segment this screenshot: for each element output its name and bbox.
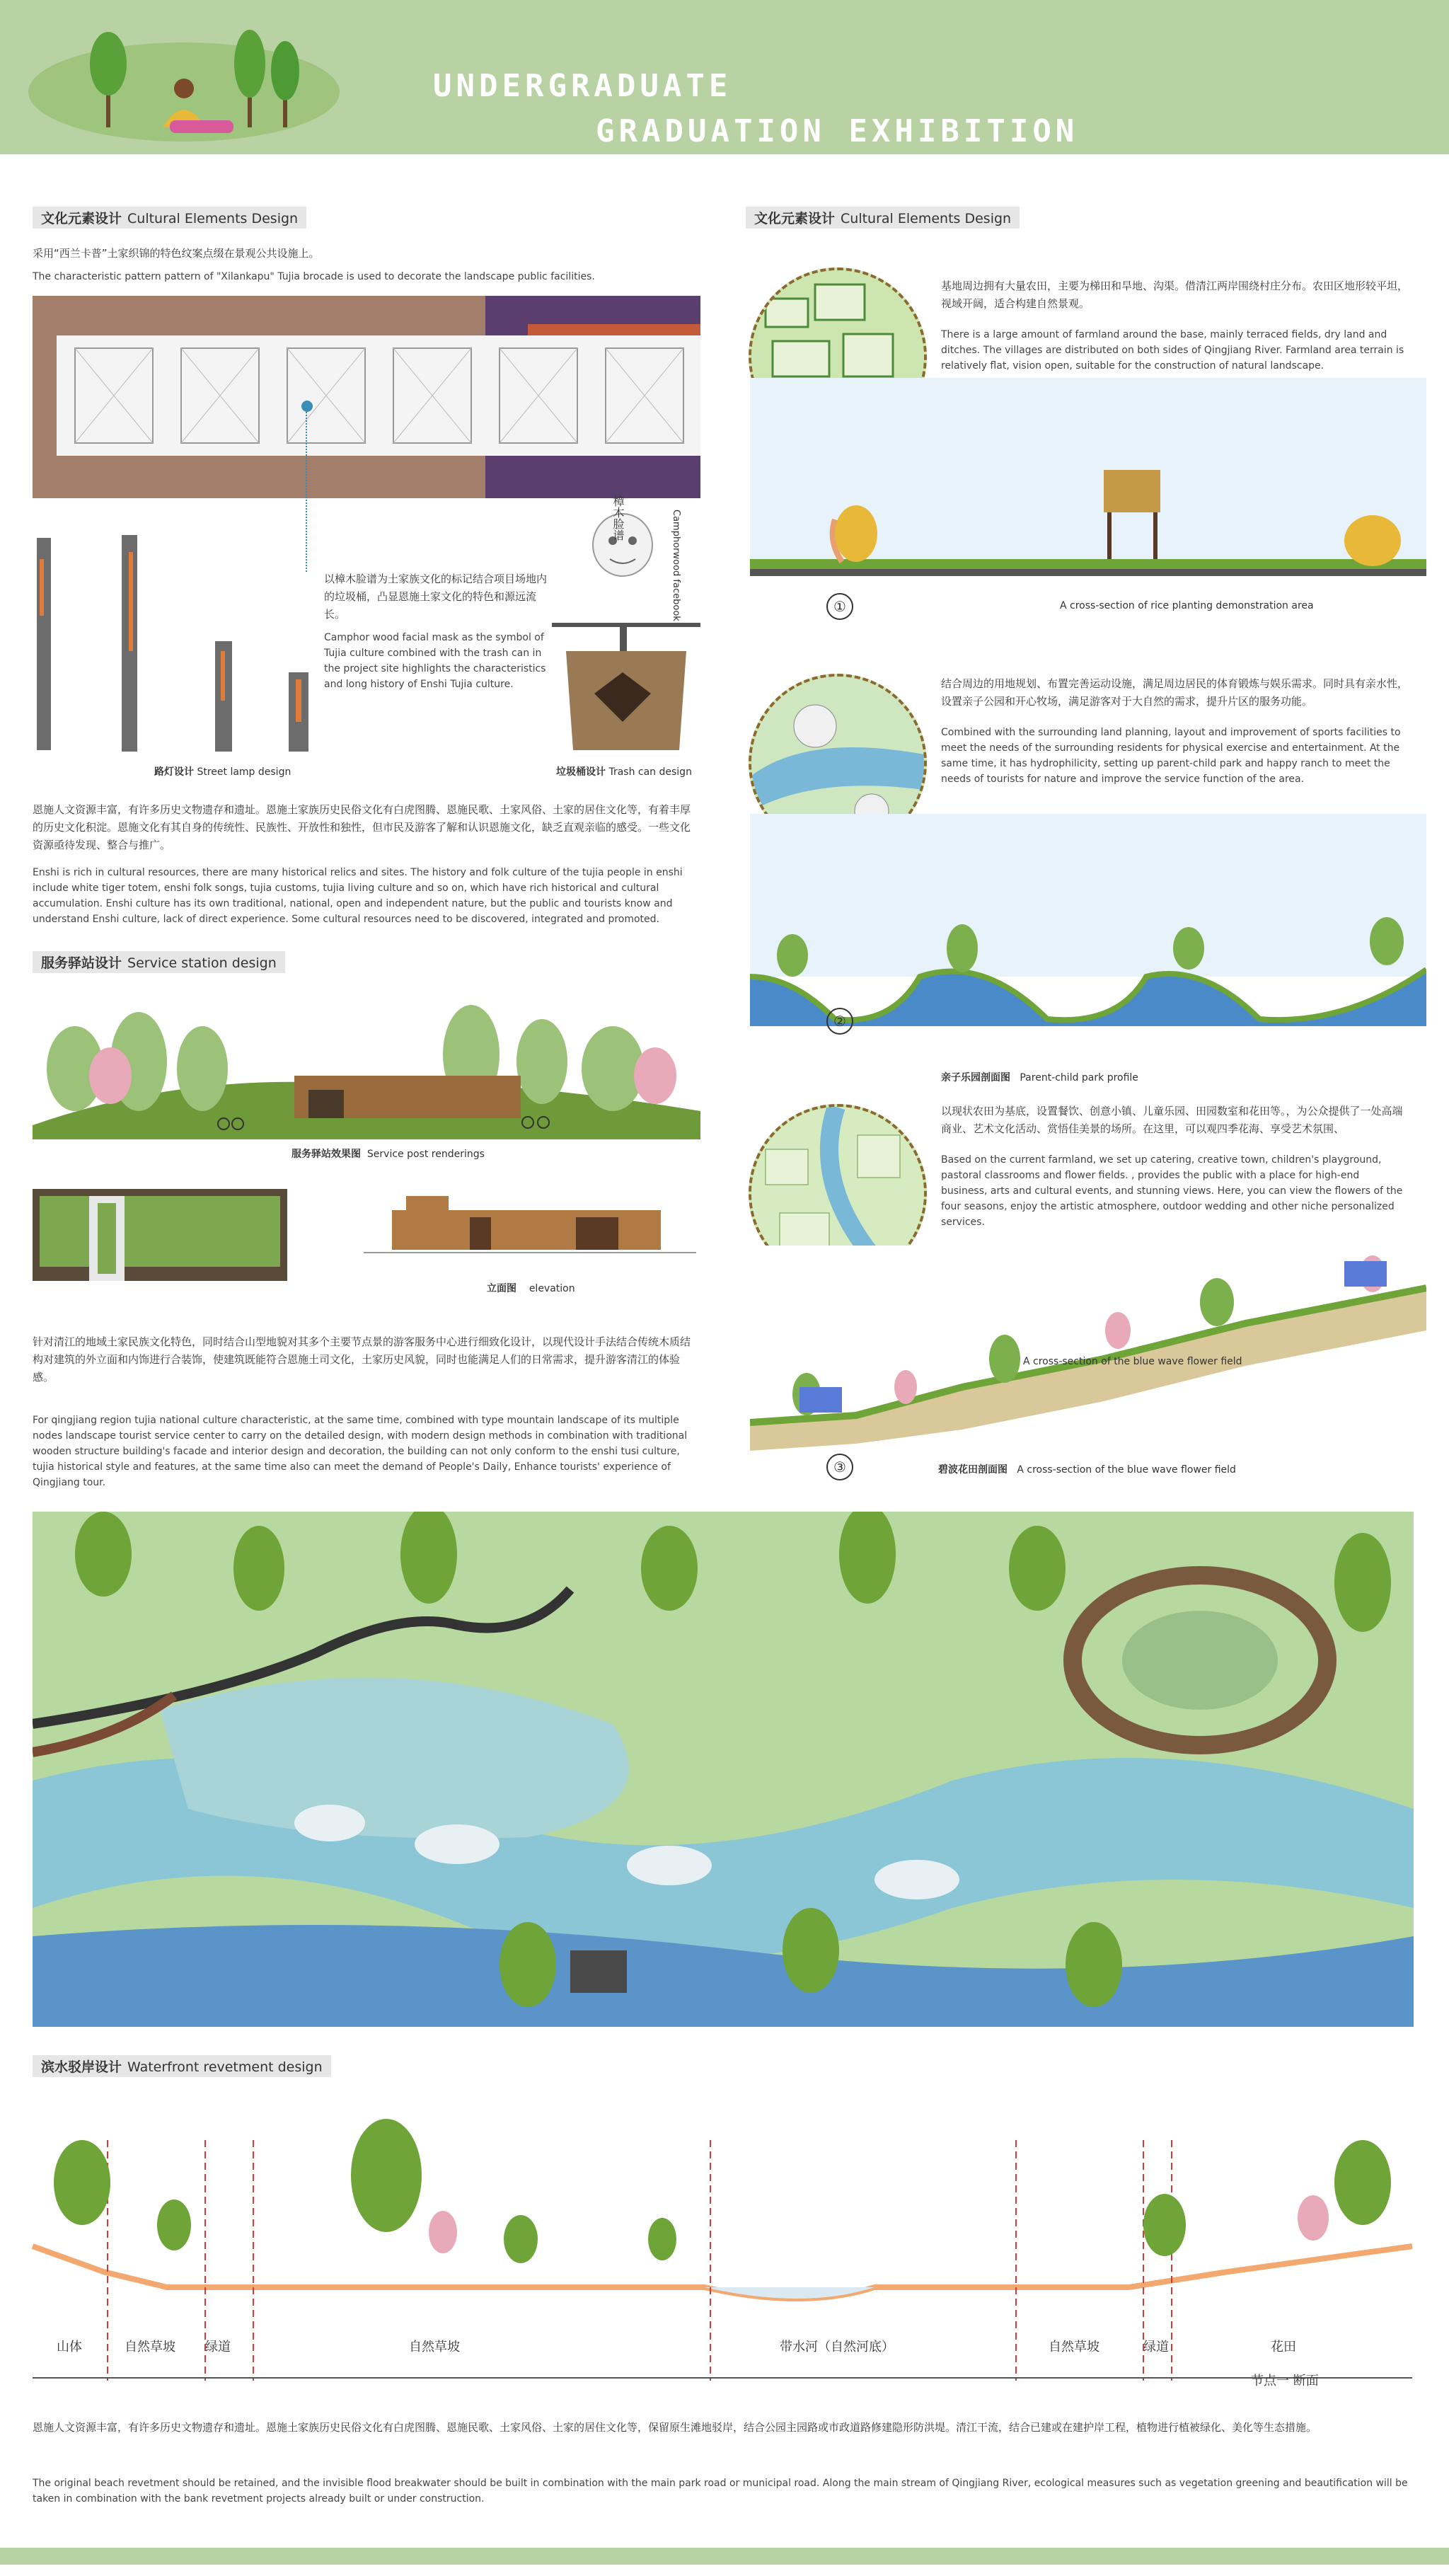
section2-number: ② bbox=[826, 1008, 853, 1035]
wf-label-grass-slope-2: 自然草坡 bbox=[409, 2340, 460, 2354]
mask-label-en: Camphorwood facebook bbox=[671, 510, 681, 621]
title-line-2: GRADUATION EXHIBITION bbox=[596, 113, 1079, 149]
wf-section-label: 节点一 断面 bbox=[1251, 2374, 1319, 2388]
service-plan bbox=[33, 1189, 287, 1288]
section2-caption: 亲子乐园剖面图 Parent-child park profile bbox=[941, 1072, 1138, 1083]
street-lamp-illustrations bbox=[33, 531, 344, 757]
wf-label-river: 带水河（自然河底） bbox=[780, 2340, 894, 2354]
title-line-1: UNDERGRADUATE bbox=[433, 68, 732, 104]
street-lamp-caption: 路灯设计 Street lamp design bbox=[154, 766, 291, 778]
footer-bar bbox=[0, 2548, 1449, 2565]
cultural-left-intro-cn: 采用“西兰卡普”土家织锦的特色纹案点缀在景观公共设施上。 bbox=[33, 247, 320, 260]
cultural-left-intro-en: The characteristic pattern pattern of "Xilankapu" Tujia brocade is used to decorate the landscape public facilities. bbox=[33, 271, 595, 282]
aerial-park-rendering bbox=[33, 1512, 1414, 2027]
section1-caption: A cross-section of rice planting demonstration area bbox=[1060, 600, 1314, 611]
cultural-left-para-en: Enshi is rich in cultural resources, there are many historical relics and sites. The history and folk culture of the tujia people in enshi include white tiger totem, enshi folk songs, tujia customs, tujia living culture and so on, which have rich historical and cultural accumulation. Enshi culture has its own traditional, national, open and independent nature, but the public and tourists know and understand Enshi culture, lack of direct experience. Some cultural resources need to be discovered, integrated and promoted. bbox=[33, 867, 683, 925]
section1-cn: 基地周边拥有大量农田，主要为梯田和旱地、沟渠。借清江两岸围绕村庄分布。农田区地形较平坦，视域开阔，适合构建自然景观。 bbox=[941, 280, 1409, 310]
section3-en: Based on the current farmland, we set up catering, creative town, children's playground, pastoral classrooms and flower fields. , provides the public with a place for high-end business, arts and cultural events, and stunning views. Here, you can view the flowers of the four seasons, enjoy the artistic atmosphere, outdoor wedding and other niche personalized services. bbox=[941, 1154, 1403, 1228]
wf-label-greenway-2: 绿道 bbox=[1143, 2340, 1169, 2354]
section3-number: ③ bbox=[826, 1454, 853, 1480]
brocade-pattern-panel bbox=[33, 296, 700, 498]
service-render-caption: 服务驿站效果图 Service post renderings bbox=[291, 1149, 485, 1160]
cultural-right-heading: 文化元素设计 Cultural Elements Design bbox=[746, 207, 1020, 229]
park-section-illustration bbox=[750, 814, 1426, 1026]
cultural-left-heading: 文化元素设计 Cultural Elements Design bbox=[33, 207, 306, 229]
wf-label-mountain: 山体 bbox=[57, 2340, 82, 2354]
section3-cn: 以现状农田为基底，设置餐饮、创意小镇、儿童乐园、田园数室和花田等。，为公众提供了一处高端商业、艺术文化活动、赏悟佳美景的场所。在这里，可以观四季花海、享受艺术氛围、 bbox=[941, 1105, 1403, 1135]
service-heading: 服务驿站设计 Service station design bbox=[33, 951, 285, 973]
waterfront-heading: 滨水驳岸设计 Waterfront revetment design bbox=[33, 2055, 331, 2077]
cultural-left-para-cn: 恩施人文资源丰富，有许多历史文物遗存和遗址。恩施土家族历史民俗文化有白虎图腾、恩施民歌、土家风俗、土家的居住文化等，有着丰厚的历史文化积淀。恩施文化有其自身的传统性、民族性、开放性和独性，但市民及游客了解和认识恩施文化，缺乏直观亲临的感受。一些文化资源亟待发现、整合与推广。 bbox=[33, 803, 691, 851]
mask-label-cn: 樟木脸谱 bbox=[611, 495, 625, 541]
wf-label-grass-slope-3: 自然草坡 bbox=[1049, 2340, 1099, 2354]
poster-header bbox=[0, 0, 1449, 154]
trash-can-caption: 垃圾桶设计 Trash can design bbox=[556, 766, 692, 778]
service-rendering bbox=[33, 991, 700, 1139]
flower-field-section-illustration bbox=[750, 1246, 1426, 1451]
header-illustration bbox=[21, 14, 347, 149]
service-para-en: For qingjiang region tujia national culture characteristic, at the same time, combined with type mountain landscape of its multiple nodes landscape tourist service center to carry on the detailed design, with modern design methods in combination with traditional wooden structure building's facade and interior design and decoration, the building can not only conform to the enshi tusi culture, tujia historical style and features, at the same time also can meet the demand of People's Daily, Enhance tourists' experience of Qingjiang tour. bbox=[33, 1415, 688, 1488]
mask-desc-en: Camphor wood facial mask as the symbol of Tujia culture combined with the trash can in the project site highlights the characteristics and long history of Enshi Tujia culture. bbox=[324, 632, 546, 690]
section3-overlay-caption: A cross-section of the blue wave flower field bbox=[1023, 1356, 1242, 1367]
waterfront-para-cn: 恩施人文资源丰富，有许多历史文物遗存和遗址。恩施土家族历史民俗文化有白虎图腾、恩施民歌、土家风俗、土家的居住文化等，保留原生滩地驳岸，结合公园主园路或市政道路修建隐形防洪堤。清江干流，结合已建或在建护岸工程，植物进行植被绿化、美化等生态措施。 bbox=[33, 2421, 1317, 2434]
wf-label-greenway-1: 绿道 bbox=[205, 2340, 231, 2354]
rice-section-illustration bbox=[750, 378, 1426, 583]
section3-caption: 碧波花田剖面图 A cross-section of the blue wave flower field bbox=[938, 1464, 1236, 1476]
service-elevation bbox=[364, 1189, 696, 1260]
section1-number: ① bbox=[826, 593, 853, 620]
section2-en: Combined with the surrounding land planning, layout and improvement of sports facilities to meet the needs of the surrounding residents for physical exercise and entertainment. At the same time, it has hydrophilicity, setting up parent-child park and happy ranch to meet the needs of tourists for nature and improve the service function of the area. bbox=[941, 727, 1401, 785]
wf-label-flower-field: 花田 bbox=[1271, 2340, 1296, 2354]
wf-label-grass-slope-1: 自然草坡 bbox=[125, 2340, 175, 2354]
service-para-cn: 针对清江的地域土家民族文化特色，同时结合山型地貌对其多个主要节点景的游客服务中心进行细致化设计，以现代设计手法结合传统木质结构对建筑的外立面和内饰进行合装饰，使建筑既能符合恩施土司文化，土家历史风貌，同时也能满足人们的日常需求，提升游客清江的体验感。 bbox=[33, 1335, 691, 1384]
service-elev-caption: 立面图 elevation bbox=[487, 1283, 575, 1294]
waterfront-section-diagram bbox=[25, 2098, 1424, 2395]
waterfront-para-en: The original beach revetment should be retained, and the invisible flood breakwater should be built in combination with the main park road or municipal road. Along the main stream of Qingjiang River, ecological measures such as vegetation greening and beautification will be taken in combination with the bank revetment projects already built or under construction. bbox=[33, 2478, 1408, 2505]
section1-en: There is a large amount of farmland around the base, mainly terraced fields, dry land and ditches. The villages are distributed on both sides of Qingjiang River. Farmland area terrain is relatively flat, vision open, suitable for the construction of natural landscape. bbox=[941, 329, 1404, 372]
brocade-photo bbox=[33, 296, 700, 498]
mask-desc-cn: 以樟木脸谱为土家族文化的标记结合项目场地内的垃圾桶，凸显恩施土家文化的特色和源远流长。 bbox=[324, 573, 548, 621]
section2-cn: 结合周边的用地规划、布置完善运动设施，满足周边居民的体育锻炼与娱乐需求。同时具有亲水性，设置亲子公园和开心牧场，满足游客对于大自然的需求，提升片区的服务功能。 bbox=[941, 677, 1409, 708]
